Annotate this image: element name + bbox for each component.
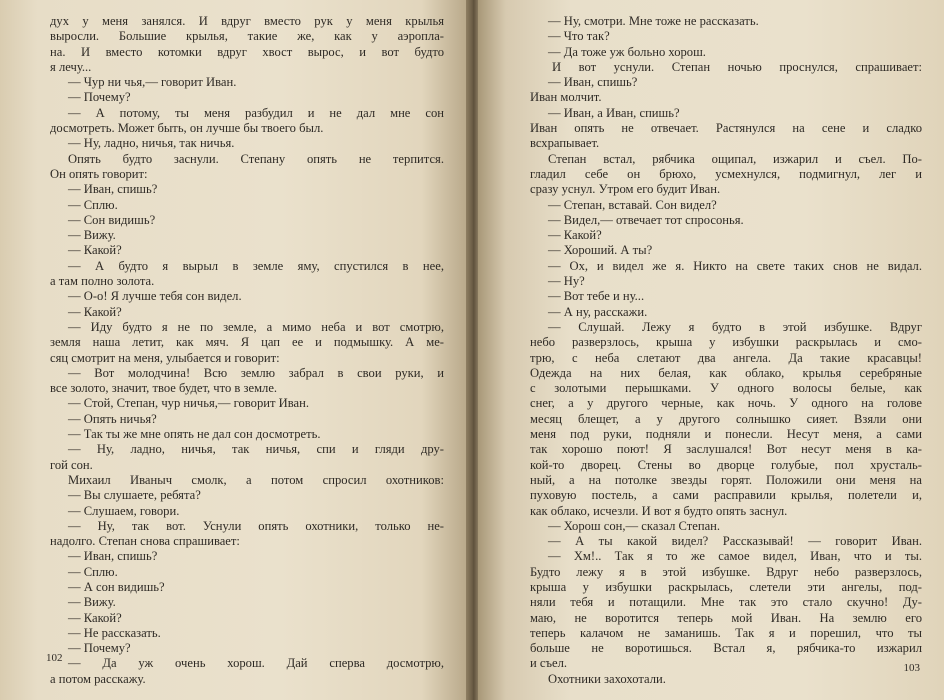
text-line: с золотыми перышками. У одного волосы белые, как [530,381,922,396]
text-line: няли тебя и потащили. Мне так это стало скучно! Ду- [530,595,922,610]
text-line: — Сон видишь? [68,212,156,227]
text-line: сяц смотрит на меня, улыбается и говорит: [50,350,280,365]
text-line: а потом расскажу. [50,671,146,686]
text-line: так хорошо поют! Я заслушался! Вот несут меня в ка- [530,442,922,457]
text-line: — Какой? [548,228,602,243]
text-line: я лечу... [50,59,92,74]
text-line: — Сплю. [68,197,118,212]
text-line: месяц блещет, а у другого солнышко сияет. Взяли они [530,411,922,426]
text-line: и съел. [530,656,568,671]
right-page-number: 103 [903,661,920,674]
left-page [0,0,468,700]
text-line: — Почему? [68,641,131,656]
text-line: надолго. Степан снова спрашивает: [50,534,240,549]
text-line: — Стой, Степан, чур ничья,— говорит Иван. [68,396,310,411]
text-line: Будто лежу я в этой избушке. Вдруг небо разверзлось, [530,564,922,579]
text-line: — Вы слушаете, ребята? [68,488,201,503]
text-line: — Хороший. А ты? [548,243,653,258]
text-line: — Иван, спишь? [68,549,158,564]
text-line: крыша у избушки раскрылась, слетели эти ангелы, под- [530,579,922,594]
text-line: пуховую постель, а сами расправили крылья, полетели и, [530,488,922,503]
text-line: земля наша летит, как мяч. Я цап ее и подмышку. А ме- [50,335,444,350]
text-line: Степан встал, рябчика ощипал, изжарил и съел. По- [548,151,922,166]
text-line: — А будто я вырыл в земле яму, спустился в нее, [68,258,444,273]
text-line: — Чур ни чья,— говорит Иван. [68,75,237,90]
text-line: ный, а на потолке звезды горят. Положили они меня на [530,472,922,487]
text-line: — Ох, и видел же я. Никто на свете таких снов не видал. [548,258,922,273]
text-line: — Ну, смотри. Мне тоже не рассказать. [548,14,759,28]
text-line: досмотреть. Может быть, он лучше бы твоего был. [50,121,324,136]
text-line: гладил себе он брюхо, усмехнулся, подмигнул, лег и [530,166,922,181]
text-line: — Вижу. [68,595,116,610]
text-line: — Видел,— отвечает тот спросонья. [548,212,744,227]
text-line: небо разверзлось, крыша у избушки раскрылась и смо- [530,335,922,350]
text-line: — Вот молодчина! Всю землю забрал в свои руки, и [68,365,444,380]
left-page-text [50,14,444,687]
right-page [478,0,944,700]
text-line: — Так ты же мне опять не дал сон досмотреть. [68,427,321,442]
text-line: — Иван, спишь? [548,75,638,90]
text-line: а там полно золота. [50,274,155,289]
text-line: — Вот тебе и ну... [548,289,645,304]
text-line: теперь калачом не заманишь. Так я и порешил, что ты [530,625,922,640]
text-line: как облако, исчезли. И вот я будто опять заснул. [530,503,788,518]
text-line: — Иду будто я не по земле, а мимо неба и вот смотрю, [68,319,444,334]
text-line: Иван молчит. [530,90,602,105]
text-line: гой сон. [50,457,93,472]
text-line: — Хорош сон,— сказал Степан. [548,518,721,533]
text-line: — Сплю. [68,564,118,579]
text-line: — О-о! Я лучше тебя сон видел. [68,289,242,304]
text-line: выросли. Большие крылья, такие же, как у аэропла- [50,29,444,44]
text-line: маю, не воротится теперь мой Иван. На землю его [530,610,922,625]
text-line: Одежда на них белая, как облако, крылья серебряные [530,365,922,380]
text-line: Михаил Иваныч смолк, а потом спросил охотников: [68,472,444,487]
text-line: — Да тоже уж больно хорош. [548,44,706,59]
text-line: — Что так? [548,29,610,44]
text-line: — Какой? [68,610,122,625]
text-line: — Какой? [68,243,122,258]
text-line: Иван опять не отвечает. Растянулся на сене и сладко [530,121,922,136]
text-line: все золото, значит, твое будет, что в земле. [50,381,278,396]
right-page-text [530,14,922,687]
text-line: — Ну, ладно, ничья, так ничья. [68,136,235,151]
text-line: кой-то дворец. Стены во дворце голубые, пол хрусталь- [530,457,922,472]
text-line: — Степан, вставай. Сон видел? [548,197,717,212]
text-line: — А ну, расскажи. [548,304,648,319]
text-line: всхрапывает. [530,136,600,151]
text-line: — Опять ничья? [68,411,157,426]
text-line: — Вижу. [68,228,116,243]
text-line: И вот уснули. Степан ночью проснулся, спрашивает: [552,59,922,74]
text-line: трю, с неба слетают два ангела. Да такие красавцы! [530,350,922,365]
text-line: — Почему? [68,90,131,105]
text-line: — Слушай. Лежу я будто в этой избушке. Вдруг [548,319,922,334]
text-line: Охотники захохотали. [548,671,666,686]
text-line: — Ну? [548,274,585,289]
left-page-number: 102 [46,651,63,664]
text-line: на. И вместо котомки вдруг хвост вырос, и вот будто [50,44,444,59]
text-line: — Какой? [68,304,122,319]
text-line: Он опять говорит: [50,166,148,181]
text-line: — Иван, а Иван, спишь? [548,105,680,120]
text-line: — Хм!.. Так я то же самое видел, Иван, что и ты. [548,549,922,564]
text-line: — Да уж очень хорош. Дай сперва досмотрю, [68,656,444,671]
text-line: — Иван, спишь? [68,182,158,197]
text-line: — А потому, ты меня разбудил и не дал мне сон [68,105,444,120]
text-line: дух у меня занялся. И вдруг вместо рук у меня крылья [50,14,444,28]
text-line: — А ты какой видел? Рассказывай! — говорит Иван. [548,534,922,549]
text-line: — А сон видишь? [68,579,165,594]
text-line: больше не воротишься. Встал я, рябчика-то изжарил [530,641,922,656]
text-line: — Ну, ладно, ничья, так ничья, спи и гляди дру- [68,442,444,457]
text-line: — Не рассказать. [68,625,161,640]
text-line: — Ну, так вот. Уснули опять охотники, только не- [68,518,444,533]
text-line: меня под руки, подняли и понесли. Несут меня, а сами [530,427,922,442]
text-line: сразу уснул. Утром его будит Иван. [530,182,721,197]
text-line: Опять будто заснули. Степану опять не терпится. [68,151,444,166]
text-line: — Слушаем, говори. [68,503,180,518]
text-line: снег, а у другого черные, как ночь. У одного на голове [530,396,922,411]
